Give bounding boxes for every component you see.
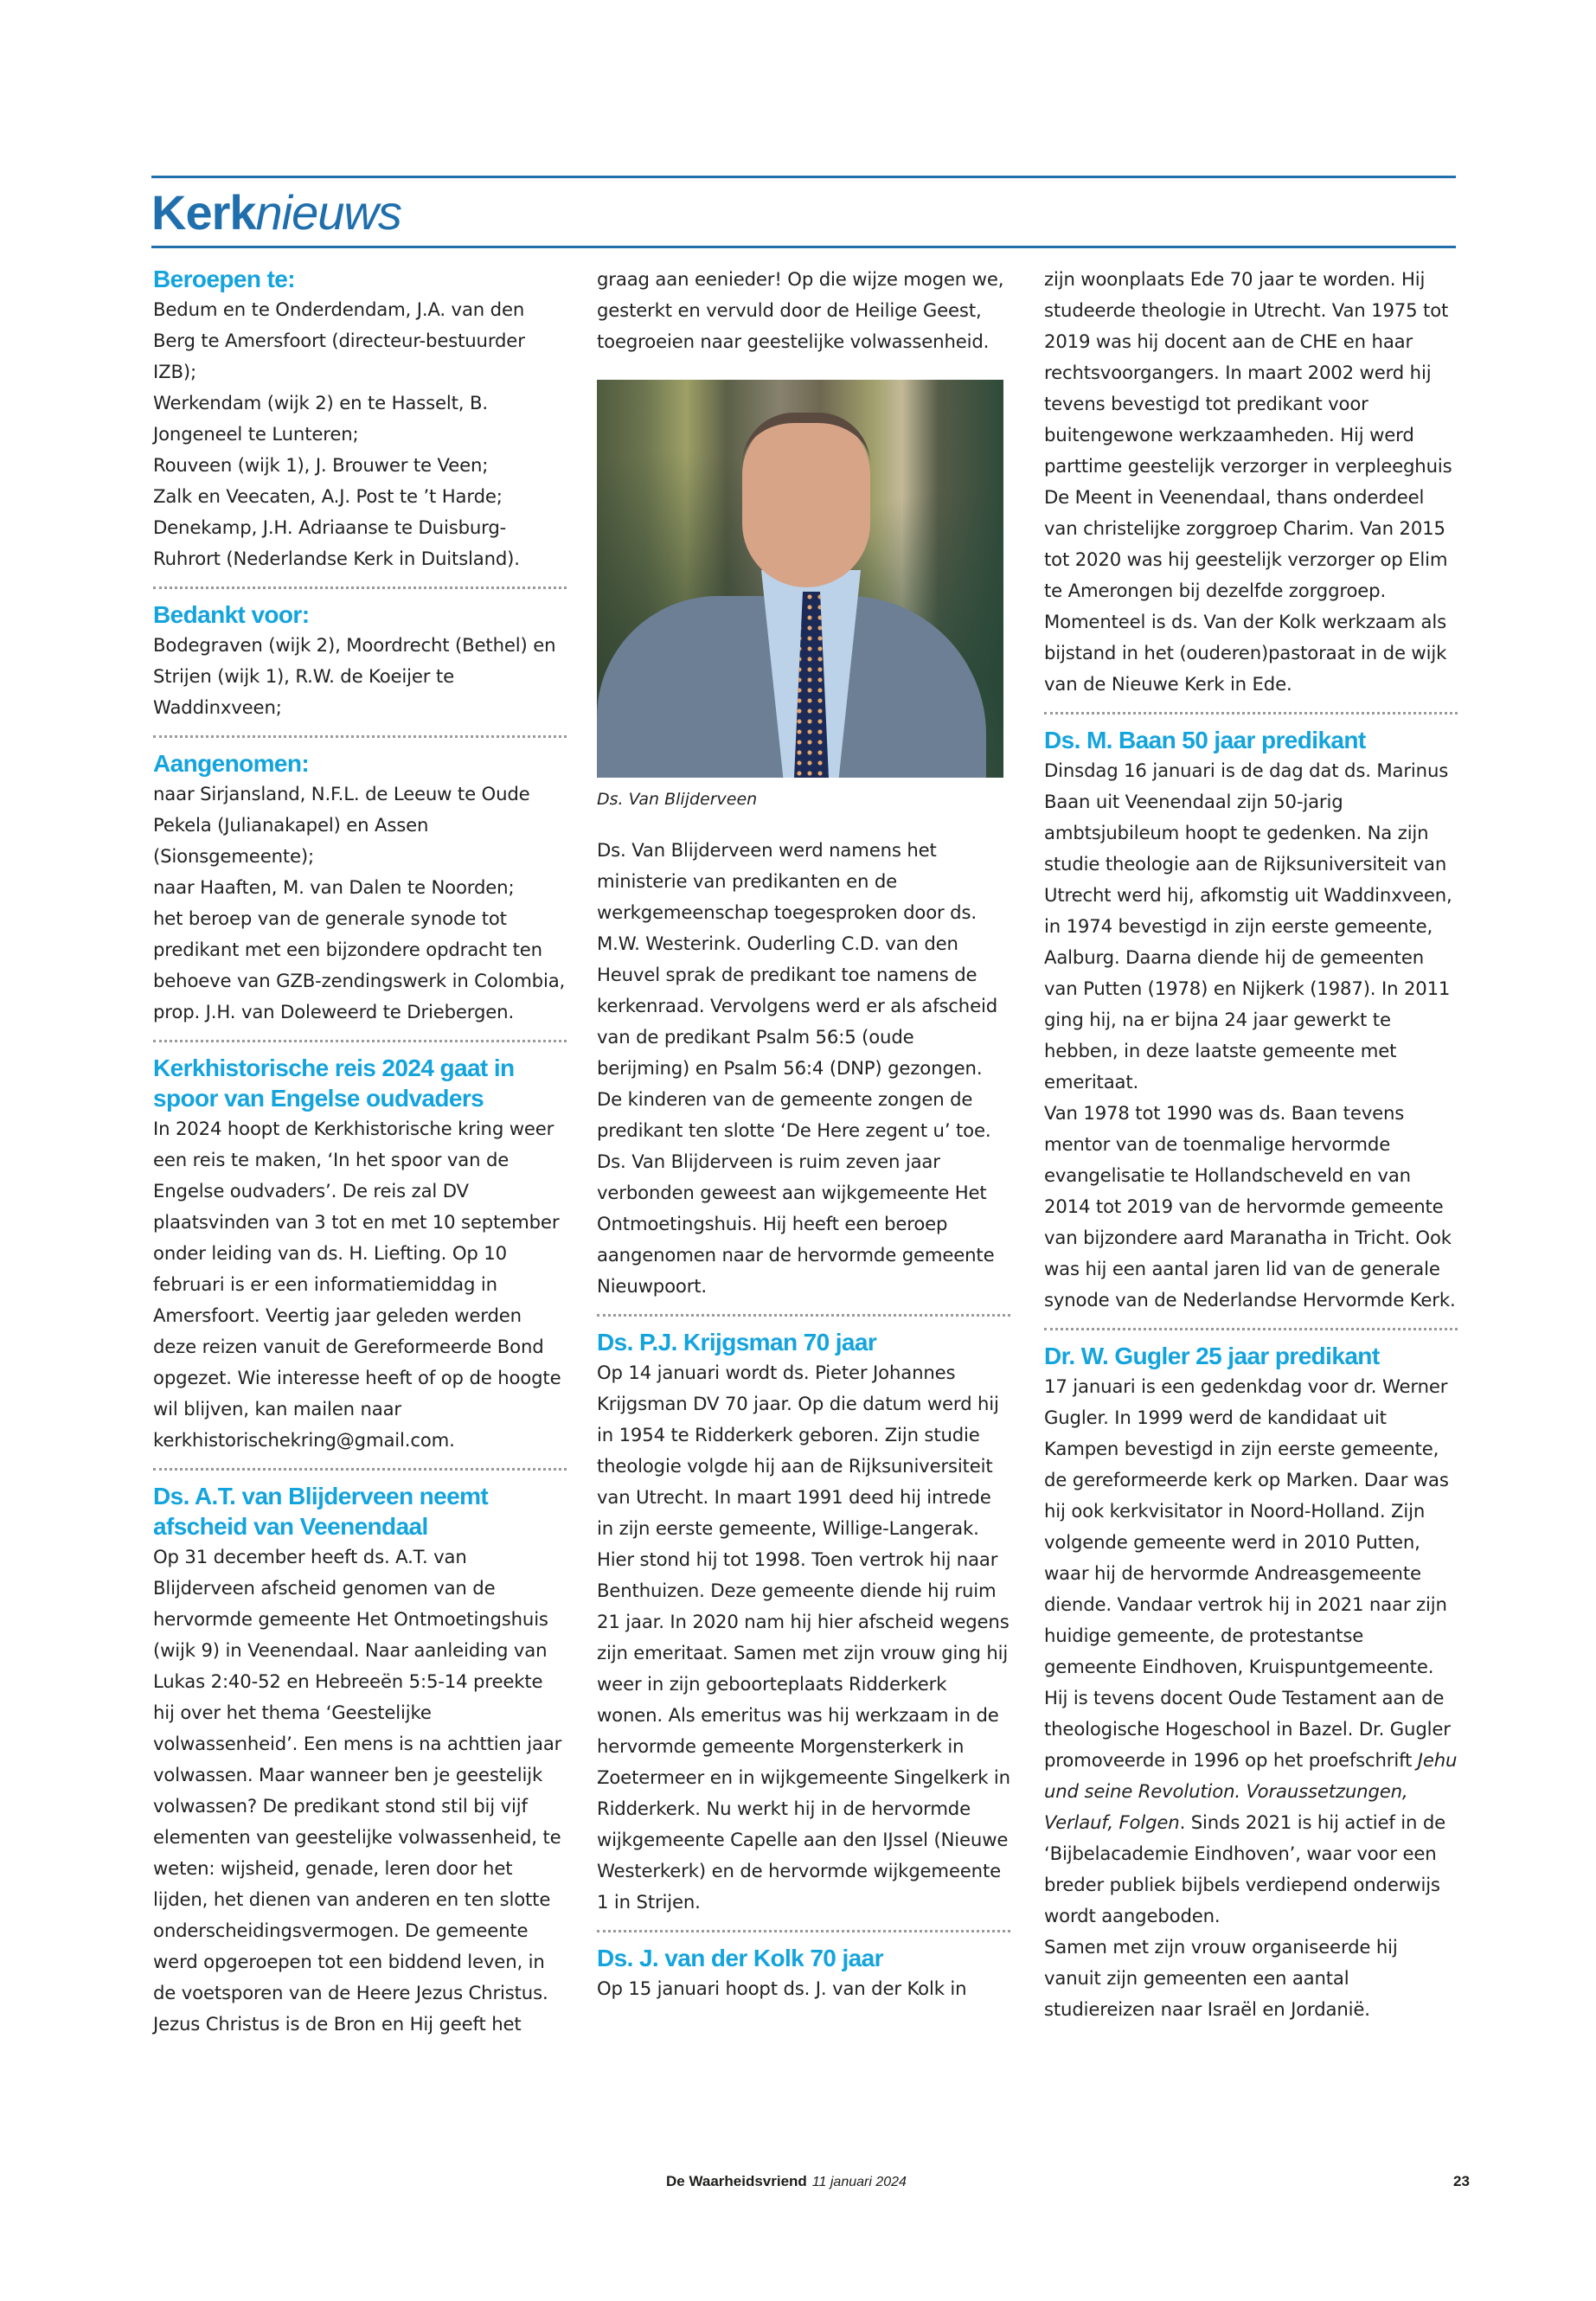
dotted-divider <box>153 1468 567 1471</box>
masthead-italic: nieuws <box>255 185 401 240</box>
page-footer <box>0 2173 1596 2199</box>
column-3 <box>1044 264 1458 2025</box>
dotted-divider <box>1044 1328 1458 1330</box>
heading-aangenomen: Aangenomen: <box>153 750 310 777</box>
section-bedankt <box>153 599 567 723</box>
section-masthead <box>151 183 401 242</box>
beroepen-item: Zalk en Veecaten, A.J. Post te ’t Harde; <box>153 485 503 507</box>
section-beroepen <box>153 264 567 574</box>
beroepen-item: Denekamp, J.H. Adriaanse te Duisburg-Ruhrort (Nederlandse Kerk in Duitsland). <box>153 516 520 569</box>
article-vanderkolk <box>597 1943 1010 2004</box>
dotted-divider <box>153 735 567 738</box>
photo-caption: Ds. Van Blijderveen <box>597 790 758 809</box>
article-body-continued: zijn woonplaats Ede 70 jaar te worden. Hij studeerde theologie in Utrecht. Van 1975 tot 2019 was hij docent aan de CHE en haar rechtsvoorgangers. In maart 2002 werd hij tevens bevestigd tot predikant voor buitengewone werkzaamheden. Hij werd parttime geestelijk verzorger in verpleeghuis De Meent in Veenendaal, thans onderdeel van christelijke zorggroep Charim. Van 2015 tot 2020 was hij geestelijk verzorger op Elim te Amerongen bij dezelfde zorggroep. Momenteel is ds. Van der Kolk werkzaam als bijstand in het (ouderen)pastoraat in de wijk van de Nieuwe Kerk in Ede. <box>1044 268 1452 695</box>
article-baan <box>1044 725 1458 1316</box>
bedankt-item: Bodegraven (wijk 2), Moordrecht (Bethel) en Strijen (wijk 1), R.W. de Koeijer te Waddinxveen; <box>153 634 556 718</box>
article-body: Op 15 januari hoopt ds. J. van der Kolk in <box>597 1977 967 1999</box>
article-body <box>1044 1371 1458 1932</box>
beroepen-item: Bedum en te Onderdendam, J.A. van den Berg te Amersfoort (directeur-bestuurder IZB); <box>153 298 525 382</box>
publication-title: De Waarheidsvriend <box>666 2173 807 2189</box>
article-body: Ds. Van Blijderveen is ruim zeven jaar verbonden geweest aan wijkgemeente Het Ontmoetingshuis. Hij heeft een beroep aangenomen naar de hervormde gemeente Nieuwpoort. <box>597 1150 995 1297</box>
aangenomen-item: naar Sirjansland, N.F.L. de Leeuw te Oude Pekela (Julianakapel) en Assen (Sionsgemeente); <box>153 783 530 867</box>
article-heading: Ds. J. van der Kolk 70 jaar <box>597 1945 883 1971</box>
article-heading: Kerkhistorische reis 2024 gaat in spoor van Engelse oudvaders <box>153 1054 515 1112</box>
article-heading: Ds. P.J. Krijgsman 70 jaar <box>597 1329 877 1356</box>
publication-name <box>666 2173 907 2190</box>
article-body: Ds. Van Blijderveen werd namens het ministerie van predikanten en de werkgemeenschap toegesproken door ds. M.W. Westerink. Ouderling C.D. van den Heuvel sprak de predikant toe namens de kerkenraad. Vervolgens werd er als afscheid van de predikant Psalm 56:5 (oude berijming) en Psalm 56:4 (DNP) gezongen. De kinderen van de gemeente zongen de predikant ten slotte ‘De Here zegent u’ toe. <box>597 839 997 1141</box>
body-text: 17 januari is een gedenkdag voor dr. Werner Gugler. In 1999 werd de kandidaat uit Kampen bevestigd in zijn eerste gemeente, de gereformeerde kerk op Marken. Daar was hij ook kerkvisitator in Noord-Holland. Zijn volgende gemeente werd in 2010 Putten, waar hij de hervormde Andreasgemeente diende. Vandaar vertrok hij in 2021 naar zijn huidige gemeente, de protestantse gemeente Eindhoven, Kruispuntgemeente. Hij is tevens docent Oude Testament aan de theologische Hogeschool in Bazel. Dr. Gugler promoveerde in 1996 op het proefschrift <box>1044 1375 1451 1771</box>
column-2 <box>597 264 1010 2004</box>
dotted-divider <box>153 586 567 589</box>
page-number: 23 <box>1453 2173 1470 2189</box>
heading-bedankt: Bedankt voor: <box>153 601 310 628</box>
article-blijderveen <box>153 1481 567 2040</box>
article-kerkhistorische-reis <box>153 1053 567 1456</box>
beroepen-item: Rouveen (wijk 1), J. Brouwer te Veen; <box>153 454 489 476</box>
masthead-bold: Kerk <box>151 185 256 240</box>
article-krijgsman <box>597 1327 1010 1918</box>
section-aangenomen <box>153 748 567 1028</box>
article-heading: Ds. M. Baan 50 jaar predikant <box>1044 727 1366 753</box>
dotted-divider <box>597 1930 1010 1932</box>
beroepen-item: Werkendam (wijk 2) en te Hasselt, B. Jongeneel te Lunteren; <box>153 392 488 445</box>
article-gugler <box>1044 1341 1458 2025</box>
article-body: Van 1978 tot 1990 was ds. Baan tevens mentor van de toenmalige hervormde evangelisatie te Hollandscheveld en van 2014 tot 2019 van de hervormde gemeente van bijzondere aard Maranatha in Tricht. Ook was hij een aantal jaren lid van de generale synode van de Nederlandse Hervormde Kerk. <box>1044 1102 1456 1311</box>
article-heading: Dr. W. Gugler 25 jaar predikant <box>1044 1343 1380 1369</box>
aangenomen-item: naar Haaften, M. van Dalen te Noorden; <box>153 876 515 898</box>
issue-date: 11 januari 2024 <box>811 2175 907 2189</box>
article-heading: Ds. A.T. van Blijderveen neemt afscheid van Veenendaal <box>153 1483 489 1540</box>
body-text: . Sinds 2021 is hij actief in de ‘Bijbelacademie Eindhoven’, waar voor een breder publiek bijbels verdiepend onderwijs wordt aangeboden. <box>1044 1811 1446 1926</box>
column-1 <box>153 264 567 2040</box>
masthead-top-rule <box>151 176 1456 178</box>
article-body: Dinsdag 16 januari is de dag dat ds. Marinus Baan uit Veenendaal zijn 50-jarig ambtsjubileum hoopt te gedenken. Na zijn studie theologie aan de Rijksuniversiteit van Utrecht werd hij, afkomstig uit Waddinxveen, in 1974 bevestigd in zijn eerste gemeente, Aalburg. Daarna diende hij de gemeenten van Putten (1978) en Nijkerk (1987). In 2011 ging hij, na er bijna 24 jaar gewerkt te hebben, in deze laatste gemeente met emeritaat. <box>1044 760 1452 1093</box>
heading-beroepen: Beroepen te: <box>153 266 295 292</box>
dotted-divider <box>597 1314 1010 1317</box>
article-body: Op 14 januari wordt ds. Pieter Johannes Krijgsman DV 70 jaar. Op die datum werd hij in 1954 te Ridderkerk geboren. Zijn studie theologie volgde hij aan de Rijksuniversiteit van Utrecht. In maart 1991 deed hij intrede in zijn eerste gemeente, Willige-Langerak. Hier stond hij tot 1998. Toen vertrok hij naar Benthuizen. Deze gemeente diende hij ruim 21 jaar. In 2020 nam hij hier afscheid wegens zijn emeritaat. Samen met zijn vrouw ging hij weer in zijn geboorteplaats Ridderkerk wonen. Als emeritus was hij werkzaam in de hervormde gemeente Morgensterkerk in Zoetermeer en in wijkgemeente Singelkerk in Ridderkerk. Nu werkt hij in de hervormde wijkgemeente Capelle aan den IJssel (Nieuwe Westerkerk) en de hervormde wijkgemeente 1 in Strijen. <box>597 1362 1010 1913</box>
masthead-bottom-rule <box>151 246 1456 248</box>
article-body-continued: graag aan eenieder! Op die wijze mogen we, gesterkt en vervuld door de Heilige Geest, toegroeien naar geestelijke volwassenheid. <box>597 268 1004 352</box>
portrait-photo <box>597 380 1003 778</box>
article-body: Samen met zijn vrouw organiseerde hij vanuit zijn gemeenten een aantal studiereizen naar Israël en Jordanië. <box>1044 1936 1398 2020</box>
dotted-divider <box>153 1040 567 1042</box>
article-body: Op 31 december heeft ds. A.T. van Blijderveen afscheid genomen van de hervormde gemeente Het Ontmoetingshuis (wijk 9) in Veenendaal. Naar aanleiding van Lukas 2:40-52 en Hebreeën 5:5-14 preekte hij over het thema ‘Geestelijke volwassenheid’. Een mens is na achttien jaar volwassen. Maar wanneer ben je geestelijk volwassen? De predikant stond stil bij vijf elementen van geestelijke volwassenheid, te weten: wijsheid, genade, leren door het lijden, het dienen van anderen en ten slotte onderscheidingsvermogen. De gemeente werd opgeroepen tot een biddend leven, in de voetsporen van de Heere Jezus Christus. Jezus Christus is de Bron en Hij geeft het <box>153 1546 562 2035</box>
aangenomen-item: het beroep van de generale synode tot predikant met een bijzondere opdracht ten behoeve van GZB-zendingswerk in Colombia, prop. J.H. van Doleweerd te Driebergen. <box>153 907 566 1022</box>
article-body: In 2024 hoopt de Kerkhistorische kring weer een reis te maken, ‘In het spoor van de Engelse oudvaders’. De reis zal DV plaatsvinden van 3 tot en met 10 september onder leiding van ds. H. Liefting. Op 10 februari is er een informatiemiddag in Amersfoort. Veertig jaar geleden werden deze reizen vanuit de Gereformeerde Bond opgezet. Wie interesse heeft of op de hoogte wil blijven, kan mailen naar kerkhistorischekring@gmail.com. <box>153 1118 561 1451</box>
dotted-divider <box>1044 712 1458 715</box>
book-title: Jehu und seine Revolution. Voraussetzungen, Verlauf, Folgen <box>1044 1749 1458 1833</box>
